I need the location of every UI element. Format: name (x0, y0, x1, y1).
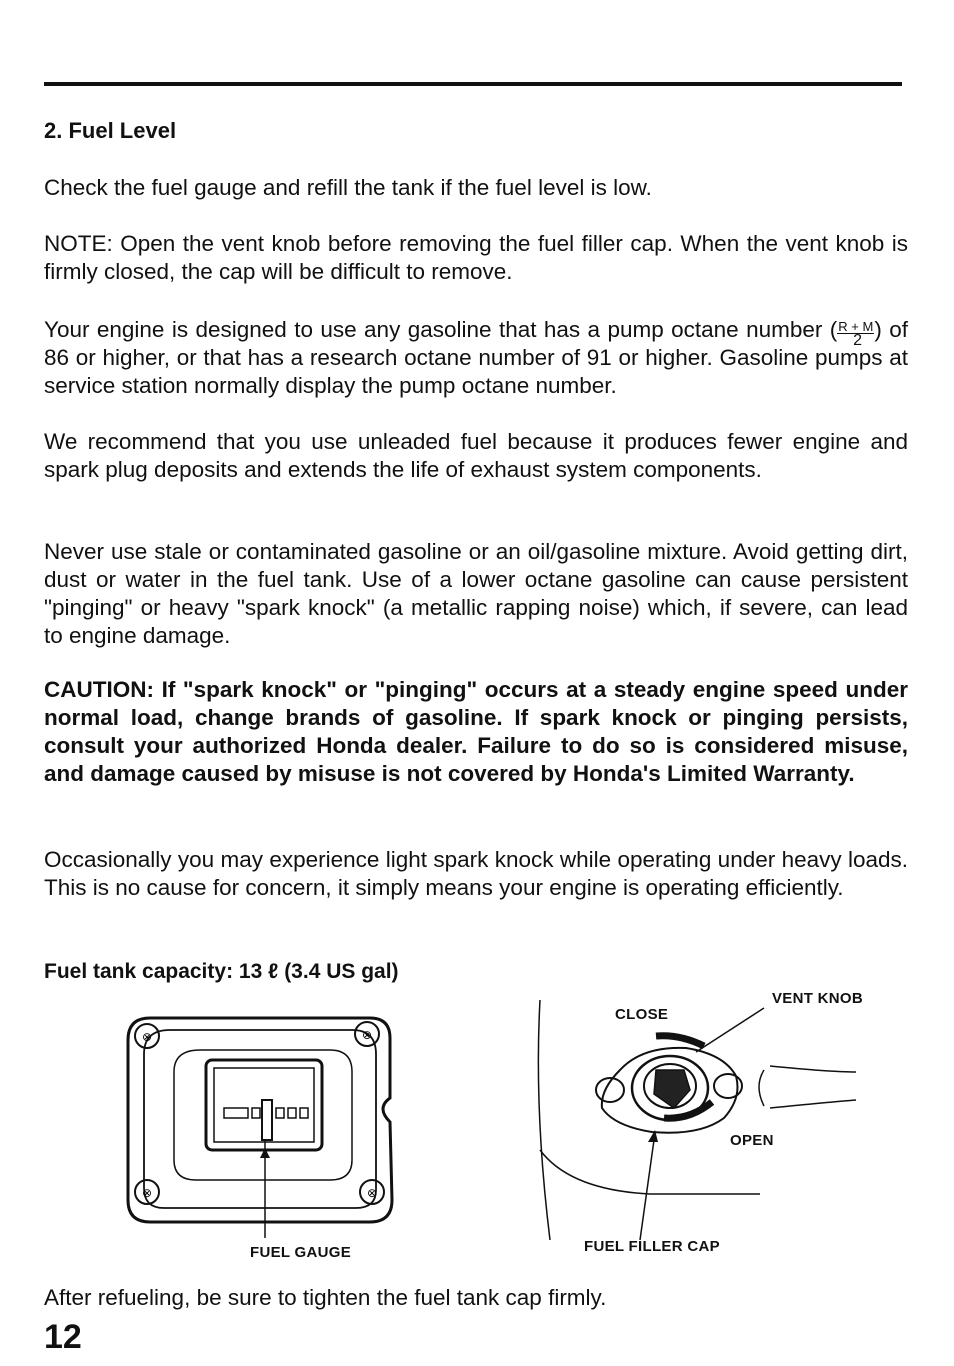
label-fuel-gauge: FUEL GAUGE (250, 1244, 352, 1261)
label-close: CLOSE (615, 1006, 669, 1023)
octane-fraction (837, 319, 874, 349)
octane-text-a: Your engine is designed to use any gasoline that has a pump octane number ( (44, 317, 838, 342)
paragraph-stale-fuel: Never use stale or contaminated gasoline or an oil/gasoline mixture. Avoid getting dirt, dust or water in the fuel tank. Use of a lower octane gasoline can cause persistent "pinging" or heavy "spark knock" (a metallic rapping noise) which, if severe, can lead to engine damage. (44, 539, 908, 648)
svg-text:⊗: ⊗ (141, 1030, 153, 1044)
paragraph-unleaded: We recommend that you use unleaded fuel because it produces fewer engine and spark plug deposits and extends the life of exhaust system components. (44, 429, 908, 482)
paragraph-note: NOTE: Open the vent knob before removing the fuel filler cap. When the vent knob is firmly closed, the cap will be difficult to remove. (44, 231, 908, 284)
label-open: OPEN (730, 1132, 774, 1149)
paragraph-occasional: Occasionally you may experience light spark knock while operating under heavy loads. This is no cause for concern, it simply means your engine is operating efficiently. (44, 847, 908, 900)
paragraph-octane (44, 316, 908, 400)
page-number: 12 (44, 1318, 82, 1356)
section-heading: 2. Fuel Level (44, 118, 177, 143)
paragraph-caution: CAUTION: If "spark knock" or "pinging" occurs at a steady engine speed under normal load, change brands of gasoline. If spark knock or pinging persists, consult your authorized Honda dealer. Failure to do so is considered misuse, and damage caused by misuse is not covered by Honda's Limited Warranty. (44, 677, 908, 786)
fuel-filler-cap-illustration (530, 990, 890, 1250)
octane-text-b: ) of 86 or higher, or that has a research octane number of 91 or higher. Gasoline pumps at service station normally display the pump octane number. (44, 317, 908, 398)
paragraph-after-refueling: After refueling, be sure to tighten the fuel tank cap firmly. (44, 1285, 607, 1310)
svg-text:⊗: ⊗ (366, 1186, 378, 1200)
fuel-gauge-illustration (120, 1010, 410, 1240)
label-fuel-filler-cap: FUEL FILLER CAP (584, 1238, 720, 1255)
fraction-numerator: R + M (838, 319, 874, 334)
top-rule (44, 82, 902, 86)
svg-text:⊗: ⊗ (361, 1028, 373, 1042)
label-vent-knob: VENT KNOB (772, 990, 864, 1007)
svg-text:⊗: ⊗ (141, 1186, 153, 1200)
fraction-denominator: 2 (853, 332, 863, 349)
fuel-tank-capacity: Fuel tank capacity: 13 ℓ (3.4 US gal) (44, 960, 399, 983)
paragraph-check-gauge: Check the fuel gauge and refill the tank if the fuel level is low. (44, 175, 652, 200)
